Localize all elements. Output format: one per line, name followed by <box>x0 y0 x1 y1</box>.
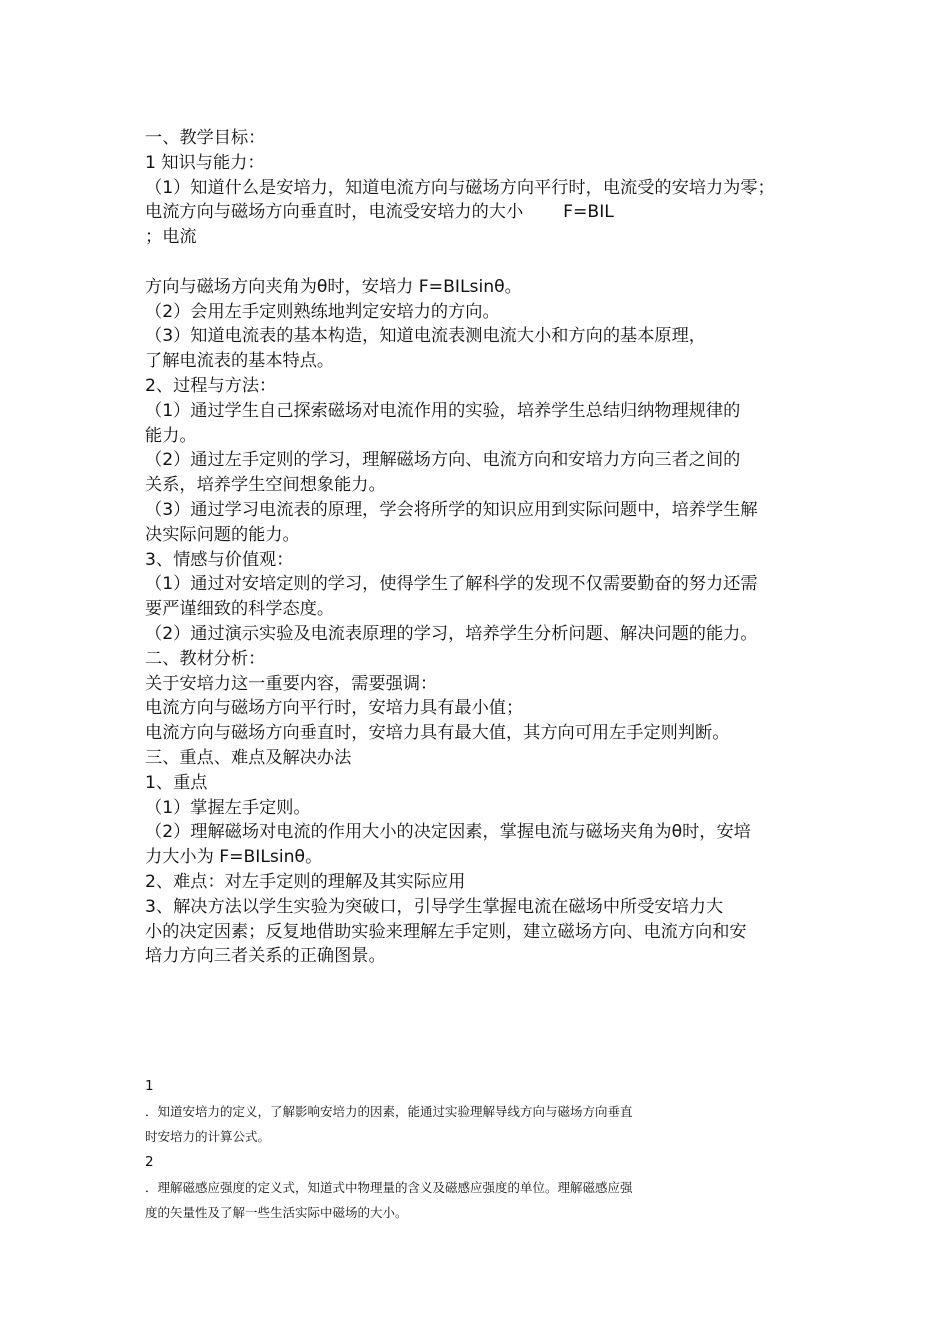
text-line-with-formula <box>145 200 825 225</box>
text-line: （3）通过学习电流表的原理，学会将所学的知识应用到实际问题中，培养学生解 <box>145 499 758 520</box>
text-line: （1）知道什么是安培力，知道电流方向与磁场方向平行时，电流受的安培力为零； <box>145 177 775 198</box>
text-line: （2）会用左手定则熟练地判定安培力的方向。 <box>145 301 500 322</box>
text-line: （2）通过演示实验及电流表原理的学习，培养学生分析问题、解决问题的能力。 <box>145 623 758 644</box>
text-line: ；电流 <box>145 227 197 248</box>
text-line: 能力。 <box>145 425 197 446</box>
text-line: 了解电流表的基本特点。 <box>145 351 335 372</box>
footnote-line: ．理解磁感应强度的定义式，知道式中物理量的含义及磁感应强度的单位。理解磁感应强 <box>145 1180 633 1195</box>
text-line: 2、难点：对左手定则的理解及其实际应用 <box>145 871 466 892</box>
text-line: 力大小为 F=BILsinθ。 <box>145 847 323 868</box>
footnote-line: ．知道安培力的定义，了解影响安培力的因素，能通过实验理解导线方向与磁场方向垂直 <box>145 1104 633 1119</box>
text-line: 培力方向三者关系的正确图景。 <box>145 946 386 967</box>
text-line: （1）掌握左手定则。 <box>145 797 311 818</box>
text-line: 要严谨细致的科学态度。 <box>145 599 335 620</box>
text-line: 电流方向与磁场方向垂直时，安培力具有最大值，其方向可用左手定则判断。 <box>145 723 730 744</box>
formula-inline: F=BIL <box>563 202 614 223</box>
text-segment: 电流方向与磁场方向垂直时，电流受安培力的大小 <box>145 202 524 223</box>
subheading-values: 3、情感与价值观： <box>145 549 294 570</box>
footnote-line: 度的矢量性及了解一些生活实际中磁场的大小。 <box>145 1205 408 1220</box>
text-line: 电流方向与磁场方向平行时，安培力具有最小值； <box>145 698 524 719</box>
text-line: （1）通过学生自己探索磁场对电流作用的实验，培养学生总结归纳物理规律的 <box>145 400 741 421</box>
footnote-number: 1 <box>145 1078 154 1094</box>
footnotes <box>145 1073 765 1225</box>
subheading-key-point: 1、重点 <box>145 772 208 793</box>
text-line: 小的决定因素；反复地借助实验来理解左手定则，建立磁场方向、电流方向和安 <box>145 921 747 942</box>
subheading-knowledge: 1 知识与能力： <box>145 152 265 173</box>
footnote-number: 2 <box>145 1154 154 1170</box>
text-line: （2）理解磁场对电流的作用大小的决定因素，掌握电流与磁场夹角为θ时，安培 <box>145 822 751 843</box>
subheading-process: 2、过程与方法： <box>145 375 277 396</box>
text-line: （3）知道电流表的基本构造，知道电流表测电流大小和方向的基本原理， <box>145 326 706 347</box>
heading-key-points: 三、重点、难点及解决办法 <box>145 747 352 768</box>
text-line: 3、解决方法以学生实验为突破口，引导学生掌握电流在磁场中所受安培力大 <box>145 896 724 917</box>
heading-teaching-goals: 一、教学目标： <box>145 128 266 148</box>
text-line: 关系，培养学生空间想象能力。 <box>145 475 386 496</box>
footnote-line: 时安培力的计算公式。 <box>145 1129 271 1144</box>
blank-line <box>145 250 825 275</box>
text-line: （2）通过左手定则的学习，理解磁场方向、电流方向和安培力方向三者之间的 <box>145 450 741 471</box>
main-text <box>145 126 825 969</box>
heading-material-analysis: 二、教材分析： <box>145 648 266 669</box>
text-line: 关于安培力这一重要内容，需要强调： <box>145 673 438 694</box>
text-line: 决实际问题的能力。 <box>145 524 300 545</box>
text-line: 方向与磁场方向夹角为θ时，安培力 F=BILsinθ。 <box>145 276 522 297</box>
text-line: （1）通过对安培定则的学习，使得学生了解科学的发现不仅需要勤奋的努力还需 <box>145 574 758 595</box>
